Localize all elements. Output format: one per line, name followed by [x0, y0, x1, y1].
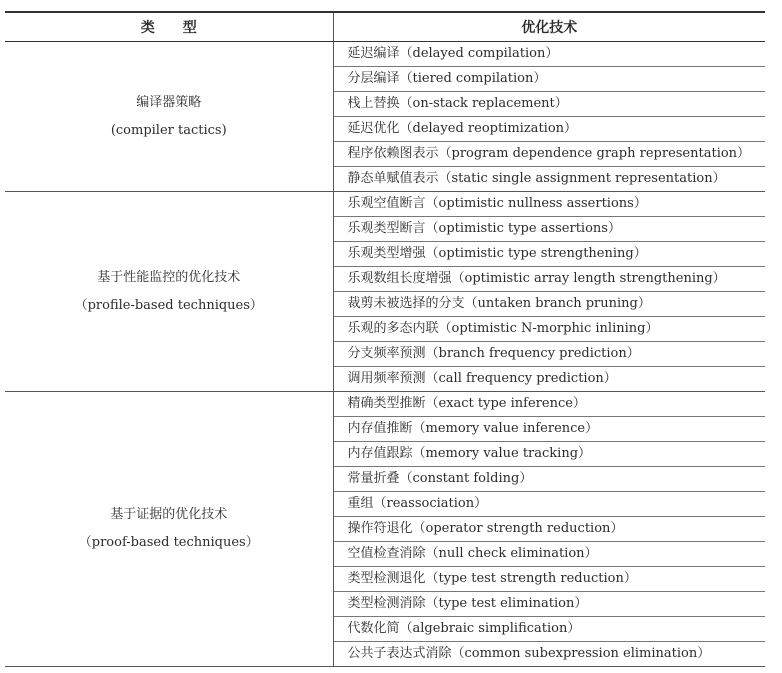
column-header-techniques: 优化技术	[333, 12, 765, 42]
technique-cell: 静态单赋值表示（static single assignment representation）	[333, 167, 765, 192]
technique-cell: 分支频率预测（branch frequency prediction）	[333, 342, 765, 367]
technique-cell: 乐观空值断言（optimistic nullness assertions）	[333, 192, 765, 217]
technique-cell: 调用频率预测（call frequency prediction）	[333, 367, 765, 392]
table-body	[5, 42, 765, 667]
category-name-en: （profile-based techniques）	[74, 297, 263, 313]
optimization-table-container	[5, 11, 765, 667]
table-header-row	[5, 12, 765, 42]
category-name-en: （proof-based techniques）	[78, 535, 259, 550]
technique-cell: 重组（reassociation）	[333, 492, 765, 517]
category-name-en: (compiler tactics)	[110, 122, 227, 138]
technique-cell: 栈上替换（on-stack replacement）	[333, 92, 765, 117]
technique-cell: 内存值跟踪（memory value tracking）	[333, 442, 765, 467]
table-row	[5, 192, 765, 217]
category-name-zh: 基于性能监控的优化技术	[97, 269, 241, 285]
category-cell	[5, 192, 333, 392]
technique-cell: 公共子表达式消除（common subexpression elimination）	[333, 642, 765, 667]
technique-cell: 乐观数组长度增强（optimistic array length strengthening）	[333, 267, 765, 292]
category-name-zh: 基于证据的优化技术	[110, 507, 228, 522]
technique-cell: 常量折叠（constant folding）	[333, 467, 765, 492]
technique-cell: 乐观的多态内联（optimistic N-morphic inlining）	[333, 317, 765, 342]
technique-cell: 类型检测退化（type test strength reduction）	[333, 567, 765, 592]
optimization-techniques-table	[5, 11, 765, 667]
technique-cell: 分层编译（tiered compilation）	[333, 67, 765, 92]
category-cell	[5, 42, 333, 192]
technique-cell: 精确类型推断（exact type inference）	[333, 392, 765, 417]
table-row	[5, 392, 765, 417]
category-name-zh: 编译器策略	[136, 94, 202, 110]
category-cell	[5, 392, 333, 667]
technique-cell: 延迟优化（delayed reoptimization）	[333, 117, 765, 142]
technique-cell: 延迟编译（delayed compilation）	[333, 42, 765, 67]
technique-cell: 代数化简（algebraic simplification）	[333, 617, 765, 642]
technique-cell: 乐观类型增强（optimistic type strengthening）	[333, 242, 765, 267]
table-row	[5, 42, 765, 67]
technique-cell: 内存值推断（memory value inference）	[333, 417, 765, 442]
technique-cell: 程序依赖图表示（program dependence graph representation）	[333, 142, 765, 167]
technique-cell: 类型检测消除（type test elimination）	[333, 592, 765, 617]
column-header-category: 类型	[5, 12, 333, 42]
technique-cell: 空值检查消除（null check elimination）	[333, 542, 765, 567]
technique-cell: 乐观类型断言（optimistic type assertions）	[333, 217, 765, 242]
technique-cell: 操作符退化（operator strength reduction）	[333, 517, 765, 542]
technique-cell: 裁剪未被选择的分支（untaken branch pruning）	[333, 292, 765, 317]
